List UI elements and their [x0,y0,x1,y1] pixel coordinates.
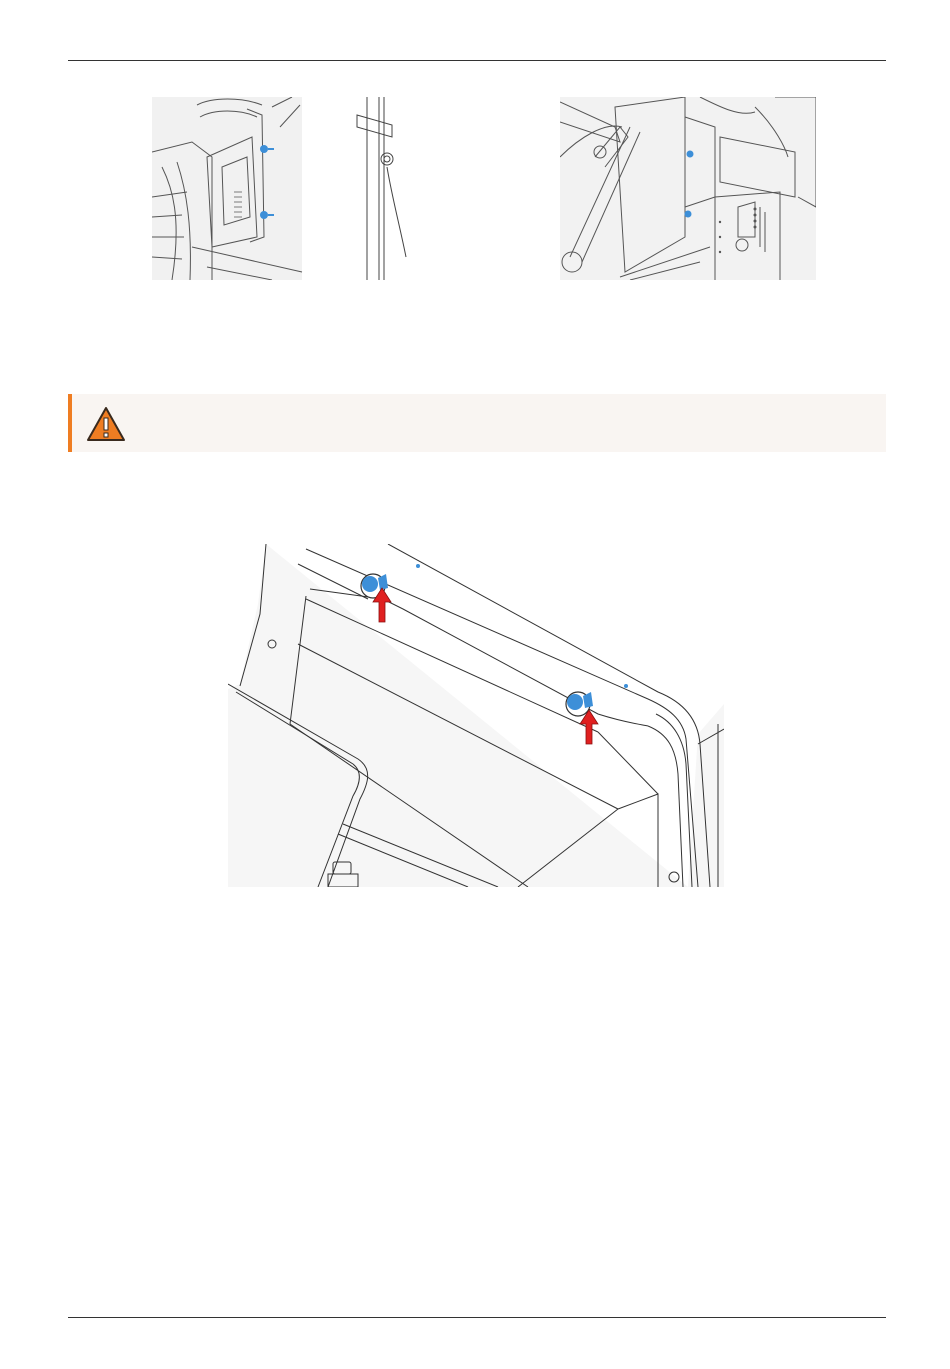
warning-banner [68,394,886,452]
right-detail-illustration [560,97,816,280]
main-panel-illustration [228,544,724,887]
header-rule [68,60,886,61]
left-detail-illustration [152,97,408,280]
warning-triangle-icon [86,406,126,442]
footer-rule [68,1317,886,1318]
